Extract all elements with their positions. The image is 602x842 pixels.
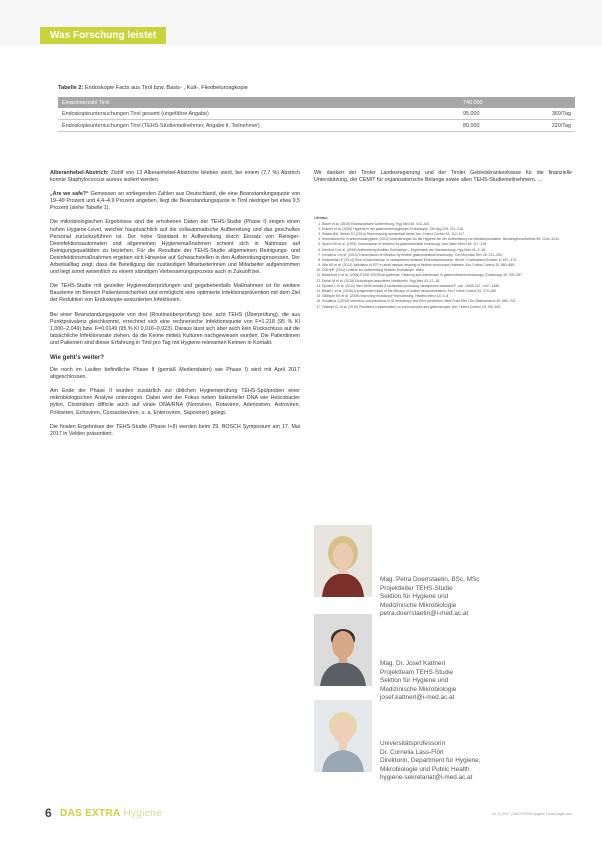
portrait-caption-2 [380, 660, 456, 703]
reference-item: 1. Bauer et al. (2015) Endoskopische Aufbereitung. Hyg Med 40: 413–420. [322, 222, 572, 227]
brand-subtitle: Hygiene [123, 808, 163, 819]
portrait-caption-3 [380, 740, 481, 783]
caption-line: Sektion für Hygiene und [380, 593, 449, 601]
table-row [58, 108, 575, 120]
table-cell: 95.000 [459, 108, 527, 120]
paragraph: Die TEHS-Studie mit gezielter Hygieneüberprüfungen und gegebenenfalls Maßnahmen ist für weitere Bausteine im Bereich Patientensicherheit und ermöglicht eine optimierte Infektionsprävention mit dem Ziel der Reduktion von Endoskopie-assoziierten Infektionen. [50, 283, 300, 304]
page-number: 6 [45, 806, 52, 820]
caption-line: Mag. Dr. Josef Kattnerl [380, 660, 445, 667]
paragraph: Die finalen Ergebnisse der TEHS-Studie (Phase I+II) werden beim 29. BOSCH Symposium am 17. Mai 2017 in Velden präsentiert. [50, 423, 300, 437]
paragraph [50, 191, 300, 212]
reference-item: 3. Rutala WA, Weber DJ (2014) Reprocessing semicritical items. Am J Infect Control 42: 112–117. [322, 232, 572, 237]
reference-item: 15. Gillespie EE et al. (2008) Improving endoscope reprocessing. Healthc Infect 13: 3–8. [322, 294, 572, 299]
reference-item: 7. Kovaleva J et al. (2013) Transmission of infection by flexible gastrointestinal endoscopy. Clin Microbiol Rev 26: 231–254. [322, 253, 572, 258]
table-cell: 80.000 [459, 120, 527, 132]
reference-item: 13. Epstein L et al. (2014) New Delhi metallo-β-lactamase-producing carbapenem-resistant E. coli. JAMA 312: 1447–1455. [322, 284, 572, 289]
reference-item: 6. Heudorf U et al. (2016) Aufbereitung flexibler Endoskope – Ergebnisse der Überwachung. Hyg Med 41: 9–18. [322, 248, 572, 253]
table-cell: 360/Tag [527, 108, 575, 120]
reference-item: 14. Bisset L et al. (2006) A prospective study of the efficacy of routine decontamination. Am J Infect Control 34: 274–280. [322, 289, 572, 294]
brand-name: DAS EXTRA [60, 808, 121, 819]
portrait-photo-3 [314, 700, 372, 772]
paragraph: Die mikrobiologischen Ergebnisse sind die erhobenen Daten der TEHS-Studie (Phase I) zeigen einen hohen Hygiene-Level, welcher hauptsächlich auf die vollautomatische Aufbereitung und das geschultes Personal zurückzuführen ist. Der hohe Standard in Aufbereitung durch Einsatz von Reiniger-Desinfektionsautomaten und allgemeinen Hygienemaßnahmen scheint sich in Nahmass auf Reinigungsqualitäten zu beziehen. Für die Resultate der TEHS-Studie allgemeinen Reinigungs- und Desinfektionsmaßnahmen ergeben sich Hinweise auf Schwachstellen in den Aufbereitungsprozessen. Der Arbeitsalltag zeigt, dass die Beteiligung der zuständigen Mitarbeiterinnen und Mitarbeiter aufgenommen und liegt somit wesentlich zu einem ständigen Verbesserungsprozess auch in Zukunft bei. [50, 219, 300, 276]
table-caption-text: Endoskopie Facts aus Tirol bzw. Basis- , Kult-, Flexibelurosgkopie [84, 85, 248, 91]
table-header-cell [527, 97, 575, 108]
section-heading: Wie geht's weiter? [50, 353, 105, 361]
acknowledgement-paragraph: Wir danken der Tiroler Landesregierung und der Tiroler Gebietskrankenkasse für die finanzielle Unterstützung, der CEMIT für organisatorische Belange sowie allen TEHS-Studienteilnehmern. ... [314, 170, 572, 184]
reference-item: 2. Kramer et al. (2006) Hygiene in der gastroenterologischen Endoskopie. Zbl Hyg 209: 211–218. [322, 227, 572, 232]
paragraph-lead: „Are we safe?“ [50, 191, 89, 198]
caption-email: petra.doerrstaetin@i-med.ac.at [380, 610, 469, 618]
portrait-man-icon [314, 614, 372, 686]
caption-line: Medizinische Mikrobiologie [380, 601, 457, 609]
portrait-photo-2 [314, 614, 372, 686]
caption-line: Direktorin, Department für Hygiene, [380, 757, 481, 765]
table-caption-label: Tabelle 2: [58, 85, 84, 91]
paragraph-lead: Alberanhebel-Abstrich: [50, 170, 109, 176]
reference-item: 5. Spach DH et al. (1993) Transmission of infection by gastrointestinal endoscopy. Ann Intern Med 118: 117–128. [322, 242, 572, 247]
caption-line: Medizinische Mikrobiologie [380, 685, 457, 693]
references-title: Literatur [314, 216, 328, 220]
section-tag: Was Forschung leistet [40, 27, 166, 44]
footer-issue-info: Nr. 4 | 2017 | DAS EXTRA Hygiene | www.oegsv.com [492, 812, 572, 816]
portrait-photo-1 [314, 525, 372, 597]
reference-list [314, 216, 572, 310]
caption-email: hygiene-sekretariat@i-med.ac.at [380, 774, 473, 782]
caption-line: Projektleiter TEHS-Studie [380, 584, 453, 592]
paragraph [50, 170, 300, 184]
caption-email: josef.kattnerl@i-med.ac.at [380, 694, 455, 702]
table-cell: Endoskopieuntersuchungen Tirol gesamt (ungefähre Angabe) [58, 108, 459, 120]
caption-line: Dr. Cornelia Lass-Flörl [380, 748, 444, 756]
reference-item: 8. Muscarella LF (2014) Risk of transmission of carbapenem-resistant Enterobacteriaceae. World J Gastrointest Endosc 6: 457–474. [322, 258, 572, 263]
reference-item: 4. Kommission für Krankenhaushygiene (2012) Anforderungen an die Hygiene bei der Aufbereitung von Medizinprodukten. Bundesgesundheitsbl 55: 1244–1310. [322, 237, 572, 242]
portrait-caption-1 [380, 576, 479, 619]
table-header-row [58, 97, 575, 108]
table-cell: 220/Tag [527, 120, 575, 132]
reference-item: 12. Dirlich M et al. (2018) Endoskopie-assoziierte Infektionen. Hyg Med 43: 12–18. [322, 279, 572, 284]
reference-item: 16. Kovaleva J (2016) Infectious complications in GI endoscopy and their prevention. Best Pract Res Clin Gastroenterol 30: 689–704. [322, 299, 572, 304]
paragraph: Die noch im Laufen befindliche Phase II (gemäß Mediendaten) wie Phase I) wird mit April 2017 abgeschlossen. [50, 367, 300, 381]
table-header-cell: Einwohnerzahl Tirol [58, 97, 459, 108]
footer-brand [60, 808, 162, 819]
left-column [50, 170, 300, 445]
caption-line: Mag. Petra Doerrstaetin, BSc, MSc [380, 576, 480, 583]
table-caption [58, 85, 248, 91]
paragraph: Am Ende der Phase II wurden zusätzlich zur üblichen Hygieneprüfung TEHS-Spülproben einer mikrobiologischen Analyse unterzogen. Dabei wird der Fokus neben bakterieller DNA wie Helicobacter pylori, Clostridium difficile auch auf virale DNA/RNA (Noroviren, Rotaviren, Adenoviren, Astroviren, Polioviren, Echoviren, Coxsackieviren, u. a. Enteroviren, Sapoviren) gelegt. [50, 388, 300, 416]
reference-item: 11. Beilenhoff U et al. (2008) ESGE-ESGENA guideline: Cleaning and disinfection in gastrointestinal endoscopy. Endoscopy 40: 939–957. [322, 273, 572, 278]
caption-line: Universitätsprofessorin [380, 740, 445, 747]
paragraph-text: Zwölf von 13 Alberanhebel-Abstriche blieben steril, bei einem (7,7 %) Abstrich konnte Staphylococcus aureus isoliert werden. [50, 170, 300, 184]
table-row [58, 120, 575, 132]
right-column-text [314, 170, 572, 191]
caption-line: Projektteam TEHS-Studie [380, 668, 454, 676]
portrait-woman-blonde-icon [314, 525, 372, 597]
caption-line: Sektion für Hygiene und [380, 677, 449, 685]
paragraph: Bei einer Beanstandungsquote von drei (Routineüberprüfung) bzw. acht TEHS (Überprüfung), die aus Punktprävalenz gleichkommt, errechnet sich eine rechnerische Infektionsquote von F=1.218 (95 % KI 1,000–2,049) bzw. F=0.0149 (95 % KI 0,016–0,023). Daraus lässt sich aber auch kein Rückschluss auf die tatsächliche Infektionsrate ziehen, da die Keime mittels Kulturen nachgewiesen wurden. Die Patientinnen und Patienten sind dieser Erfahrung in Tirol pro Tag mit Hygiene-relevanten Keimen in Kontakt. [50, 311, 300, 346]
references-ol [314, 222, 572, 310]
caption-line: Mikrobiologie und Public Health [380, 765, 470, 773]
portrait-woman-short-hair-icon [314, 700, 372, 772]
facts-table [58, 97, 575, 132]
reference-item: 10. ÖGHMP (2011) Leitlinie zur Aufbereitung flexibler Endoskope. Wien. [322, 268, 572, 273]
table-cell: Endoskopieuntersuchungen Tirol (TEHS-Studienteilnehmer, Angabe lt. Teilnehmer) [58, 120, 459, 132]
reference-item: 9. Alfa MJ et al. (2012) Validation of ATP to audit manual cleaning of flexible endoscope channels. Am J Infect Control 40: 860–865. [322, 263, 572, 268]
paragraph-text: Gemessen an vorliegenden Zahlen aus Deutschland, die eine Beanstandungsquote von 19–49 Prozent und 4,4–4,9 Prozent angeben, liegt die Beanstandungsquote in Tirol niedriger bei etwa 9,5 Prozent (siehe Tabelle 1). [50, 191, 300, 212]
reference-item: 17. Ofstead CL et al. (2015) Persistent contamination on colonoscopes and gastroscopes. Am J Infect Control 43: 794–801. [322, 305, 572, 310]
table-header-cell: 740.000 [459, 97, 527, 108]
